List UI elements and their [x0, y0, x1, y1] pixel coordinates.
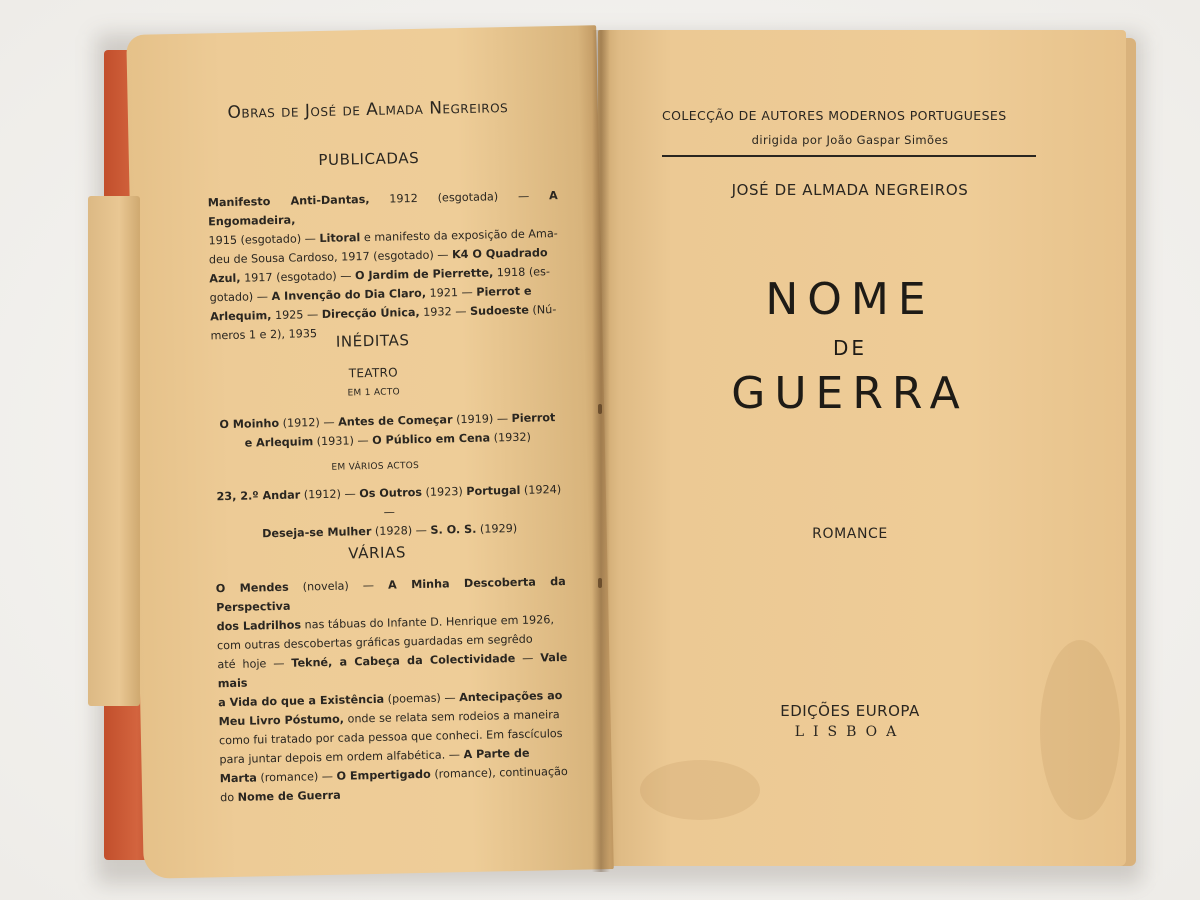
varias-list [216, 572, 571, 807]
work-title: Sudoeste [469, 303, 530, 318]
work-title: Antes de Começar [337, 413, 453, 429]
text-run: 1925 — [271, 307, 322, 323]
work-title: Litoral [319, 231, 361, 246]
text-run: (romance), continuação [430, 764, 568, 781]
left-page [126, 25, 614, 879]
work-title: Azul, [209, 271, 241, 286]
text-run: até hoje — [217, 656, 292, 672]
subheading-teatro: TEATRO [348, 365, 399, 381]
work-title: a Vida do que a Existência [218, 692, 385, 710]
text-run: (1919) — [452, 412, 512, 427]
work-title: Meu Livro Póstumo, [218, 712, 345, 729]
text-run: para juntar depois em ordem alfabética. — [219, 748, 464, 767]
text-run: 1915 (esgotado) — [208, 232, 320, 248]
book-title-line-3: GUERRA [731, 368, 969, 419]
collection-director: dirigida por João Gaspar Simões [751, 133, 949, 147]
text-run: como fui tratado por cada pessoa que conheci. Em fascículos [218, 727, 563, 748]
text-run: (Nú- [528, 303, 557, 317]
ineditas-varios-actos-list [214, 480, 565, 544]
author-name: JOSÉ DE ALMADA NEGREIROS [731, 181, 969, 199]
work-title: A Invenção do Dia Claro, [271, 286, 427, 304]
work-title: A Parte de [463, 746, 530, 762]
text-run: 1918 (es- [493, 265, 551, 280]
work-title: O Empertigado [336, 767, 431, 783]
binding-hole [598, 578, 602, 588]
text-run: meros 1 e 2), 1935 [210, 327, 318, 343]
work-title: dos Ladrilhos [216, 618, 302, 634]
publisher-name: EDIÇÕES EUROPA [780, 702, 920, 720]
work-title: O Público em Cena [372, 431, 491, 447]
text-run: (1929) [476, 521, 518, 536]
text-run: (poemas) — [383, 691, 460, 706]
paper-stain [640, 760, 760, 820]
publisher-city: LISBOA [794, 724, 906, 740]
left-page-text [126, 25, 614, 879]
text-run: (1924) — [383, 483, 562, 519]
work-title: O Mendes [215, 580, 289, 596]
section-heading-publicadas: PUBLICADAS [318, 148, 420, 170]
text-run: nas tábuas do Infante D. Henrique em 1926, [300, 613, 555, 632]
subheading-em-1-acto: EM 1 ACTO [347, 387, 401, 399]
text-run: do [220, 790, 238, 805]
work-title: Deseja-se Mulher [262, 524, 372, 541]
work-title: A Minha Descoberta da Perspectiva [216, 574, 566, 615]
text-run: (romance) — [256, 769, 337, 785]
book-title-line-2: DE [832, 336, 868, 360]
work-title: Portugal [466, 483, 521, 498]
section-heading-ineditas: INÉDITAS [335, 331, 410, 351]
text-run: e manifesto da exposição de Ama- [360, 227, 558, 245]
work-title: Arlequim, [209, 309, 272, 324]
work-title: S. O. S. [430, 522, 477, 537]
collection-name: COLECÇÃO DE AUTORES MODERNOS PORTUGUESES [662, 108, 1007, 123]
subheading-em-varios-actos: EM VÁRIOS ACTOS [331, 460, 420, 473]
work-title: Marta [219, 771, 258, 786]
work-title: O Moinho [219, 416, 280, 432]
book-title-line-1: NOME [765, 274, 935, 325]
text-run: (1923) [421, 484, 467, 499]
work-title: Pierrot e [476, 284, 532, 299]
book-genre: ROMANCE [812, 526, 888, 542]
text-run: (1912) — [278, 415, 339, 430]
work-title: Antecipações ao [458, 689, 563, 705]
binding-hole [598, 404, 602, 414]
text-run: (1932) [489, 430, 532, 445]
text-run: deu de Sousa Cardoso, 1917 (esgotado) — [208, 248, 453, 267]
work-title: Os Outros [359, 485, 423, 501]
work-title: Manifesto Anti-Dantas, [207, 192, 370, 210]
dust-jacket-flap [88, 196, 140, 706]
text-run: 1917 (esgotado) — [240, 269, 356, 285]
text-run: (novela) — [288, 578, 389, 594]
text-run: (1931) — [313, 433, 373, 449]
work-title: K4 O Quadrado [451, 246, 548, 262]
text-run: — [515, 651, 541, 666]
work-title: 23, 2.º Andar [216, 488, 301, 504]
text-run: 1921 — [425, 285, 477, 300]
book-gutter [592, 30, 610, 872]
work-title: O Jardim de Pierrette, [354, 266, 494, 283]
title-rule [662, 155, 1036, 157]
text-run: 1932 — [419, 304, 471, 319]
section-heading-varias: VÁRIAS [348, 543, 407, 563]
work-title: Tekné, a Cabeça da Colectividade [291, 652, 516, 670]
work-title: e Arlequim [244, 435, 314, 450]
work-title: Vale mais [217, 650, 568, 691]
ineditas-1-acto-list [212, 408, 563, 453]
work-title: Pierrot [511, 411, 556, 426]
text-run: 1912 (esgotada) — [369, 189, 550, 206]
text-run: com outras descobertas gráficas guardadas em segrêdo [216, 632, 533, 653]
works-list-title: Obras de José de Almada Negreiros [227, 97, 509, 123]
text-run: gotado) — [209, 290, 272, 305]
text-run: onde se relata sem rodeios a maneira [343, 708, 560, 726]
work-title: A Engomadeira, [208, 189, 558, 229]
work-title: Direcção Única, [321, 305, 420, 321]
text-run: (1912) — [300, 487, 360, 502]
text-run: (1928) — [371, 523, 431, 538]
work-title: Nome de Guerra [237, 788, 341, 804]
publicadas-list [208, 186, 561, 345]
